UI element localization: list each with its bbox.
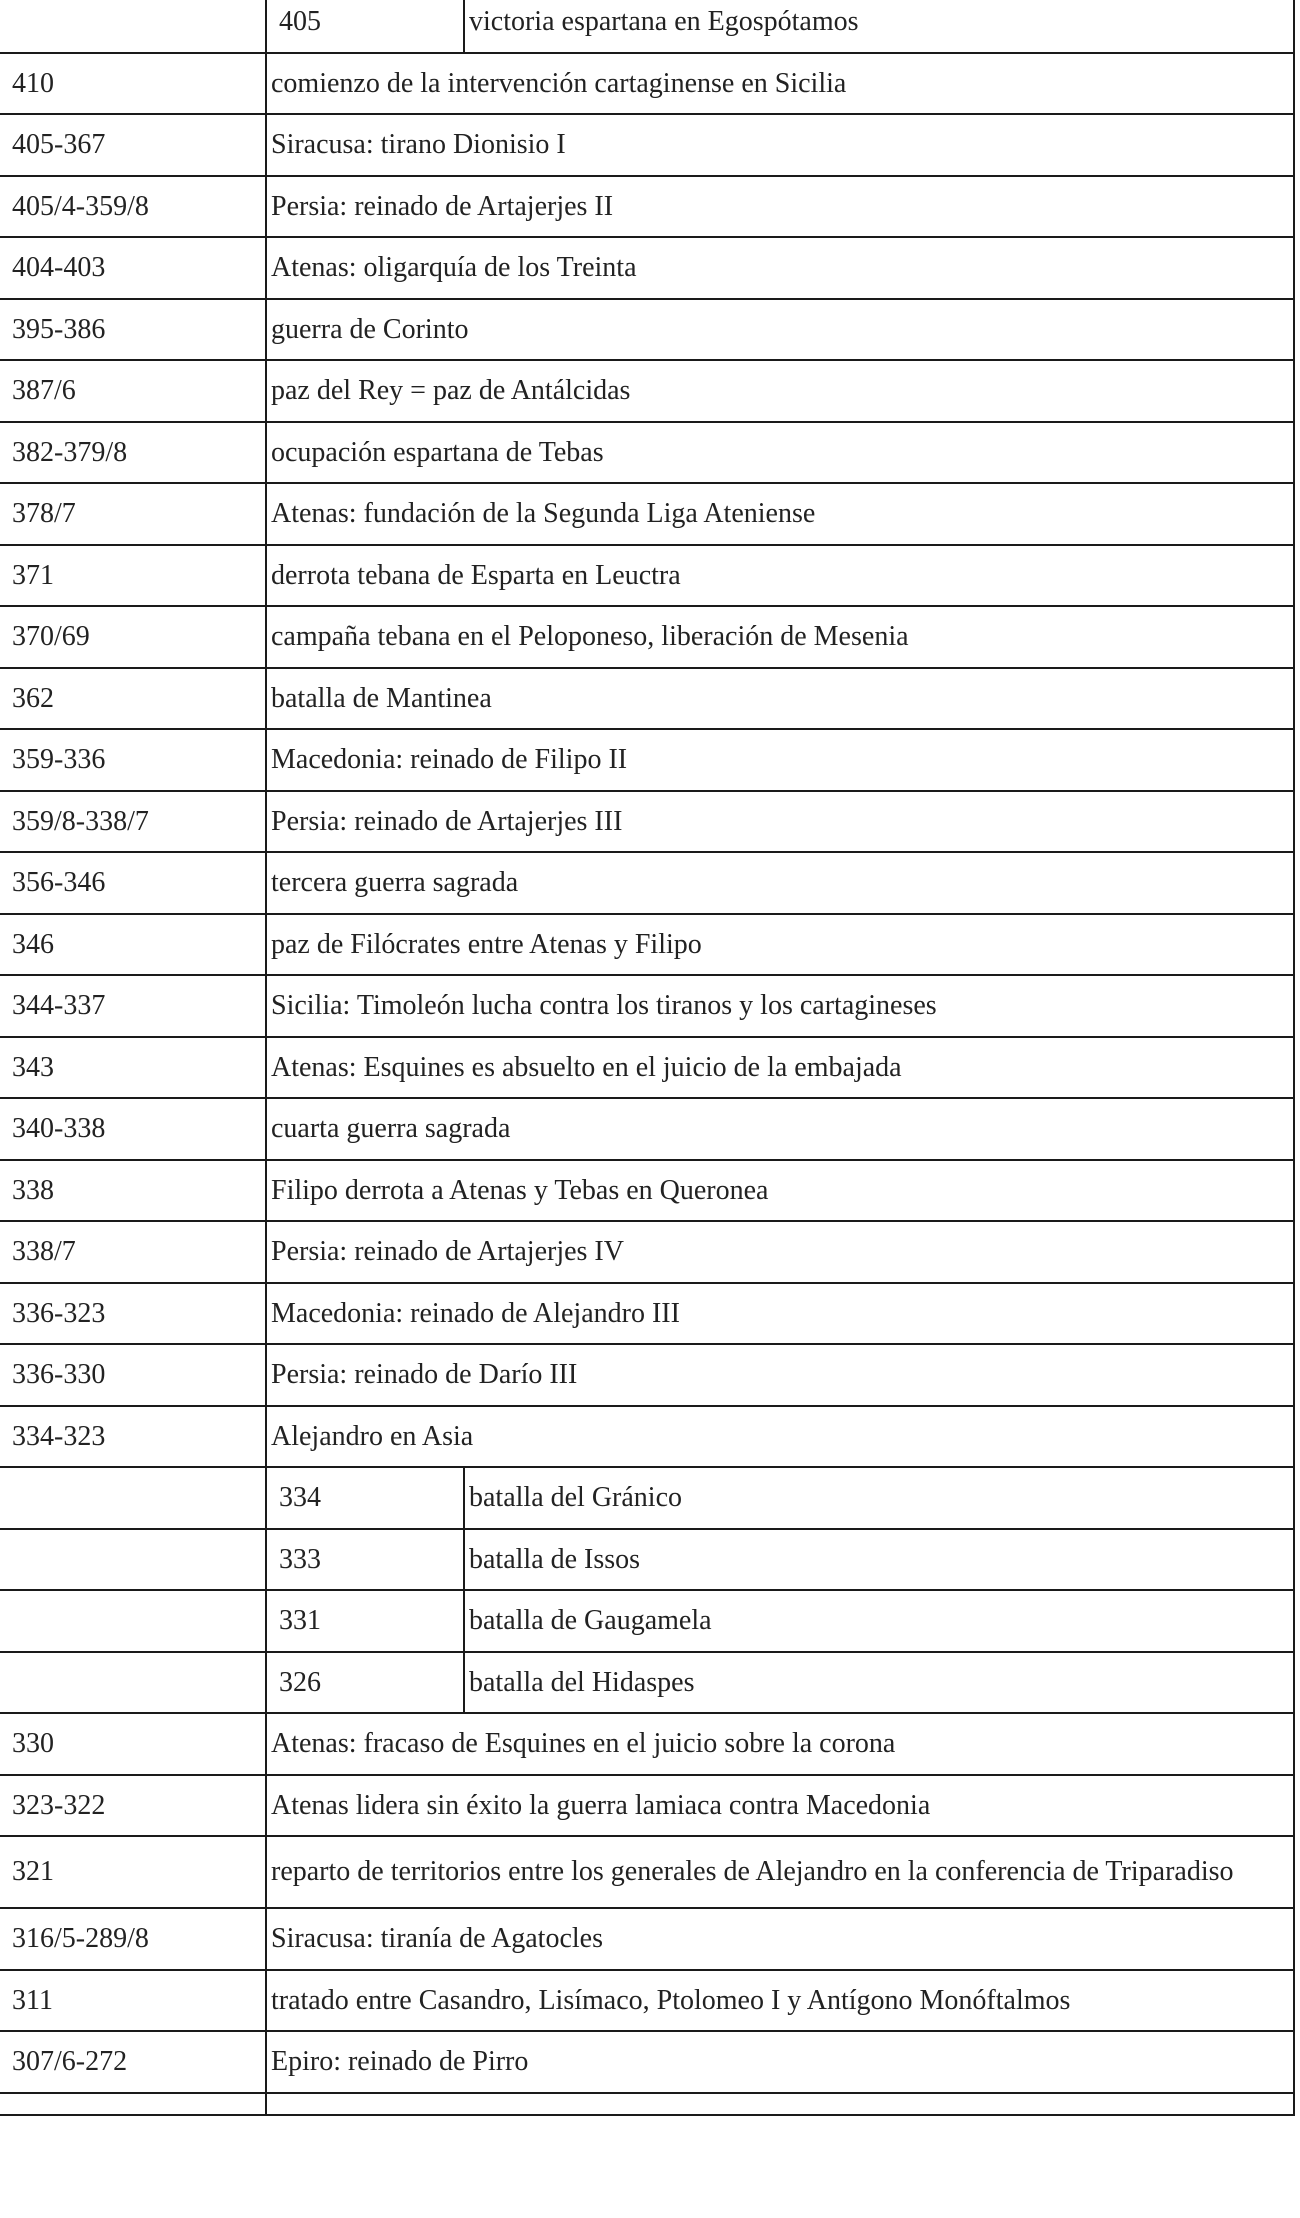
description-cell: paz de Filócrates entre Atenas y Filipo <box>266 914 1294 976</box>
table-row <box>0 545 1294 607</box>
description-cell: Atenas: fundación de la Segunda Liga Ateniense <box>266 483 1294 545</box>
description-cell: Siracusa: tirano Dionisio I <box>266 114 1294 176</box>
sub-date-cell: 405 <box>267 0 464 52</box>
date-cell: 404-403 <box>0 237 266 299</box>
date-cell: 362 <box>0 668 266 730</box>
description-cell: guerra de Corinto <box>266 299 1294 361</box>
description-cell: reparto de territorios entre los generales de Alejandro en la conferencia de Triparadiso <box>266 1836 1294 1908</box>
date-cell: 378/7 <box>0 483 266 545</box>
table-row <box>0 1344 1294 1406</box>
table-row <box>0 975 1294 1037</box>
sub-event-row <box>0 1590 1294 1652</box>
description-cell: Persia: reinado de Artajerjes IV <box>266 1221 1294 1283</box>
table-row <box>0 2093 1294 2115</box>
description-cell: Atenas: oligarquía de los Treinta <box>266 237 1294 299</box>
description-cell: Epiro: reinado de Pirro <box>266 2031 1294 2093</box>
table-row <box>0 852 1294 914</box>
table-row <box>0 422 1294 484</box>
date-cell: 356-346 <box>0 852 266 914</box>
date-cell: 395-386 <box>0 299 266 361</box>
description-cell: campaña tebana en el Peloponeso, liberación de Mesenia <box>266 606 1294 668</box>
date-cell <box>0 1652 266 1714</box>
table-row <box>0 237 1294 299</box>
table-row <box>0 114 1294 176</box>
description-cell: paz del Rey = paz de Antálcidas <box>266 360 1294 422</box>
date-cell: 410 <box>0 53 266 115</box>
sub-date-cell: 334 <box>267 1468 464 1528</box>
description-cell: cuarta guerra sagrada <box>266 1098 1294 1160</box>
description-cell: tratado entre Casandro, Lisímaco, Ptolomeo I y Antígono Monóftalmos <box>266 1970 1294 2032</box>
table-row <box>0 1406 1294 1468</box>
date-cell: 387/6 <box>0 360 266 422</box>
sub-event-cell <box>266 1590 1294 1652</box>
description-cell: Macedonia: reinado de Alejandro III <box>266 1283 1294 1345</box>
sub-event-row <box>0 1529 1294 1591</box>
table-row <box>0 791 1294 853</box>
table-row <box>0 1908 1294 1970</box>
sub-event-table <box>267 1468 1293 1528</box>
description-cell: Persia: reinado de Artajerjes II <box>266 176 1294 238</box>
description-cell: comienzo de la intervención cartaginense en Sicilia <box>266 53 1294 115</box>
table-row <box>0 1037 1294 1099</box>
date-cell: 346 <box>0 914 266 976</box>
date-cell: 336-323 <box>0 1283 266 1345</box>
date-cell: 334-323 <box>0 1406 266 1468</box>
sub-event-row <box>0 0 1294 53</box>
description-cell: Atenas: fracaso de Esquines en el juicio sobre la corona <box>266 1713 1294 1775</box>
table-row <box>0 1713 1294 1775</box>
description-cell: Atenas lidera sin éxito la guerra lamiaca contra Macedonia <box>266 1775 1294 1837</box>
date-cell: 321 <box>0 1836 266 1908</box>
date-cell <box>0 1529 266 1591</box>
sub-description-cell: victoria espartana en Egospótamos <box>469 6 859 38</box>
date-cell: 307/6-272 <box>0 2031 266 2093</box>
table-row <box>0 914 1294 976</box>
sub-description-cell: batalla del Hidaspes <box>469 1666 695 1698</box>
table-row <box>0 1160 1294 1222</box>
date-cell: 316/5-289/8 <box>0 1908 266 1970</box>
table-row <box>0 1098 1294 1160</box>
date-cell: 330 <box>0 1713 266 1775</box>
sub-date-cell: 333 <box>267 1530 464 1590</box>
date-cell: 338 <box>0 1160 266 1222</box>
description-cell: Sicilia: Timoleón lucha contra los tiranos y los cartagineses <box>266 975 1294 1037</box>
description-cell: tercera guerra sagrada <box>266 852 1294 914</box>
description-cell: Alejandro en Asia <box>266 1406 1294 1468</box>
description-cell: Atenas: Esquines es absuelto en el juicio de la embajada <box>266 1037 1294 1099</box>
description-cell: Siracusa: tiranía de Agatocles <box>266 1908 1294 1970</box>
table-row <box>0 1283 1294 1345</box>
table-row <box>0 1775 1294 1837</box>
date-cell: 343 <box>0 1037 266 1099</box>
date-cell: 371 <box>0 545 266 607</box>
sub-event-cell <box>266 1529 1294 1591</box>
sub-description-cell: batalla de Gaugamela <box>469 1605 712 1637</box>
table-row <box>0 1221 1294 1283</box>
date-cell: 382-379/8 <box>0 422 266 484</box>
description-cell: derrota tebana de Esparta en Leuctra <box>266 545 1294 607</box>
date-cell: 359-336 <box>0 729 266 791</box>
sub-description-cell: batalla de Issos <box>469 1543 641 1575</box>
table-row <box>0 299 1294 361</box>
table-row <box>0 729 1294 791</box>
sub-event-table <box>267 1653 1293 1713</box>
description-cell: batalla de Mantinea <box>266 668 1294 730</box>
description-cell: Persia: reinado de Darío III <box>266 1344 1294 1406</box>
table-row <box>0 483 1294 545</box>
date-cell <box>0 1590 266 1652</box>
table-row <box>0 606 1294 668</box>
sub-event-row <box>0 1467 1294 1529</box>
date-cell: 340-338 <box>0 1098 266 1160</box>
sub-date-cell: 326 <box>267 1653 464 1713</box>
table-row <box>0 2031 1294 2093</box>
sub-event-cell <box>266 1467 1294 1529</box>
description-cell <box>266 2093 1294 2115</box>
date-cell: 370/69 <box>0 606 266 668</box>
sub-event-table <box>267 0 1293 52</box>
sub-event-cell <box>266 0 1294 53</box>
date-cell: 405/4-359/8 <box>0 176 266 238</box>
date-cell <box>0 1467 266 1529</box>
table-row <box>0 668 1294 730</box>
date-cell: 311 <box>0 1970 266 2032</box>
description-cell: Filipo derrota a Atenas y Tebas en Queronea <box>266 1160 1294 1222</box>
date-cell <box>0 0 266 53</box>
date-cell <box>0 2093 266 2115</box>
date-cell: 336-330 <box>0 1344 266 1406</box>
date-cell: 338/7 <box>0 1221 266 1283</box>
sub-date-cell: 331 <box>267 1591 464 1651</box>
date-cell: 323-322 <box>0 1775 266 1837</box>
sub-event-table <box>267 1591 1293 1651</box>
table-row <box>0 1970 1294 2032</box>
date-cell: 344-337 <box>0 975 266 1037</box>
description-cell: Persia: reinado de Artajerjes III <box>266 791 1294 853</box>
table-row <box>0 176 1294 238</box>
description-cell: Macedonia: reinado de Filipo II <box>266 729 1294 791</box>
table-row <box>0 1836 1294 1908</box>
sub-description-cell: batalla del Gránico <box>469 1482 683 1514</box>
date-cell: 405-367 <box>0 114 266 176</box>
sub-event-row <box>0 1652 1294 1714</box>
description-cell: ocupación espartana de Tebas <box>266 422 1294 484</box>
date-cell: 359/8-338/7 <box>0 791 266 853</box>
table-row <box>0 53 1294 115</box>
sub-event-cell <box>266 1652 1294 1714</box>
table-row <box>0 360 1294 422</box>
sub-event-table <box>267 1530 1293 1590</box>
